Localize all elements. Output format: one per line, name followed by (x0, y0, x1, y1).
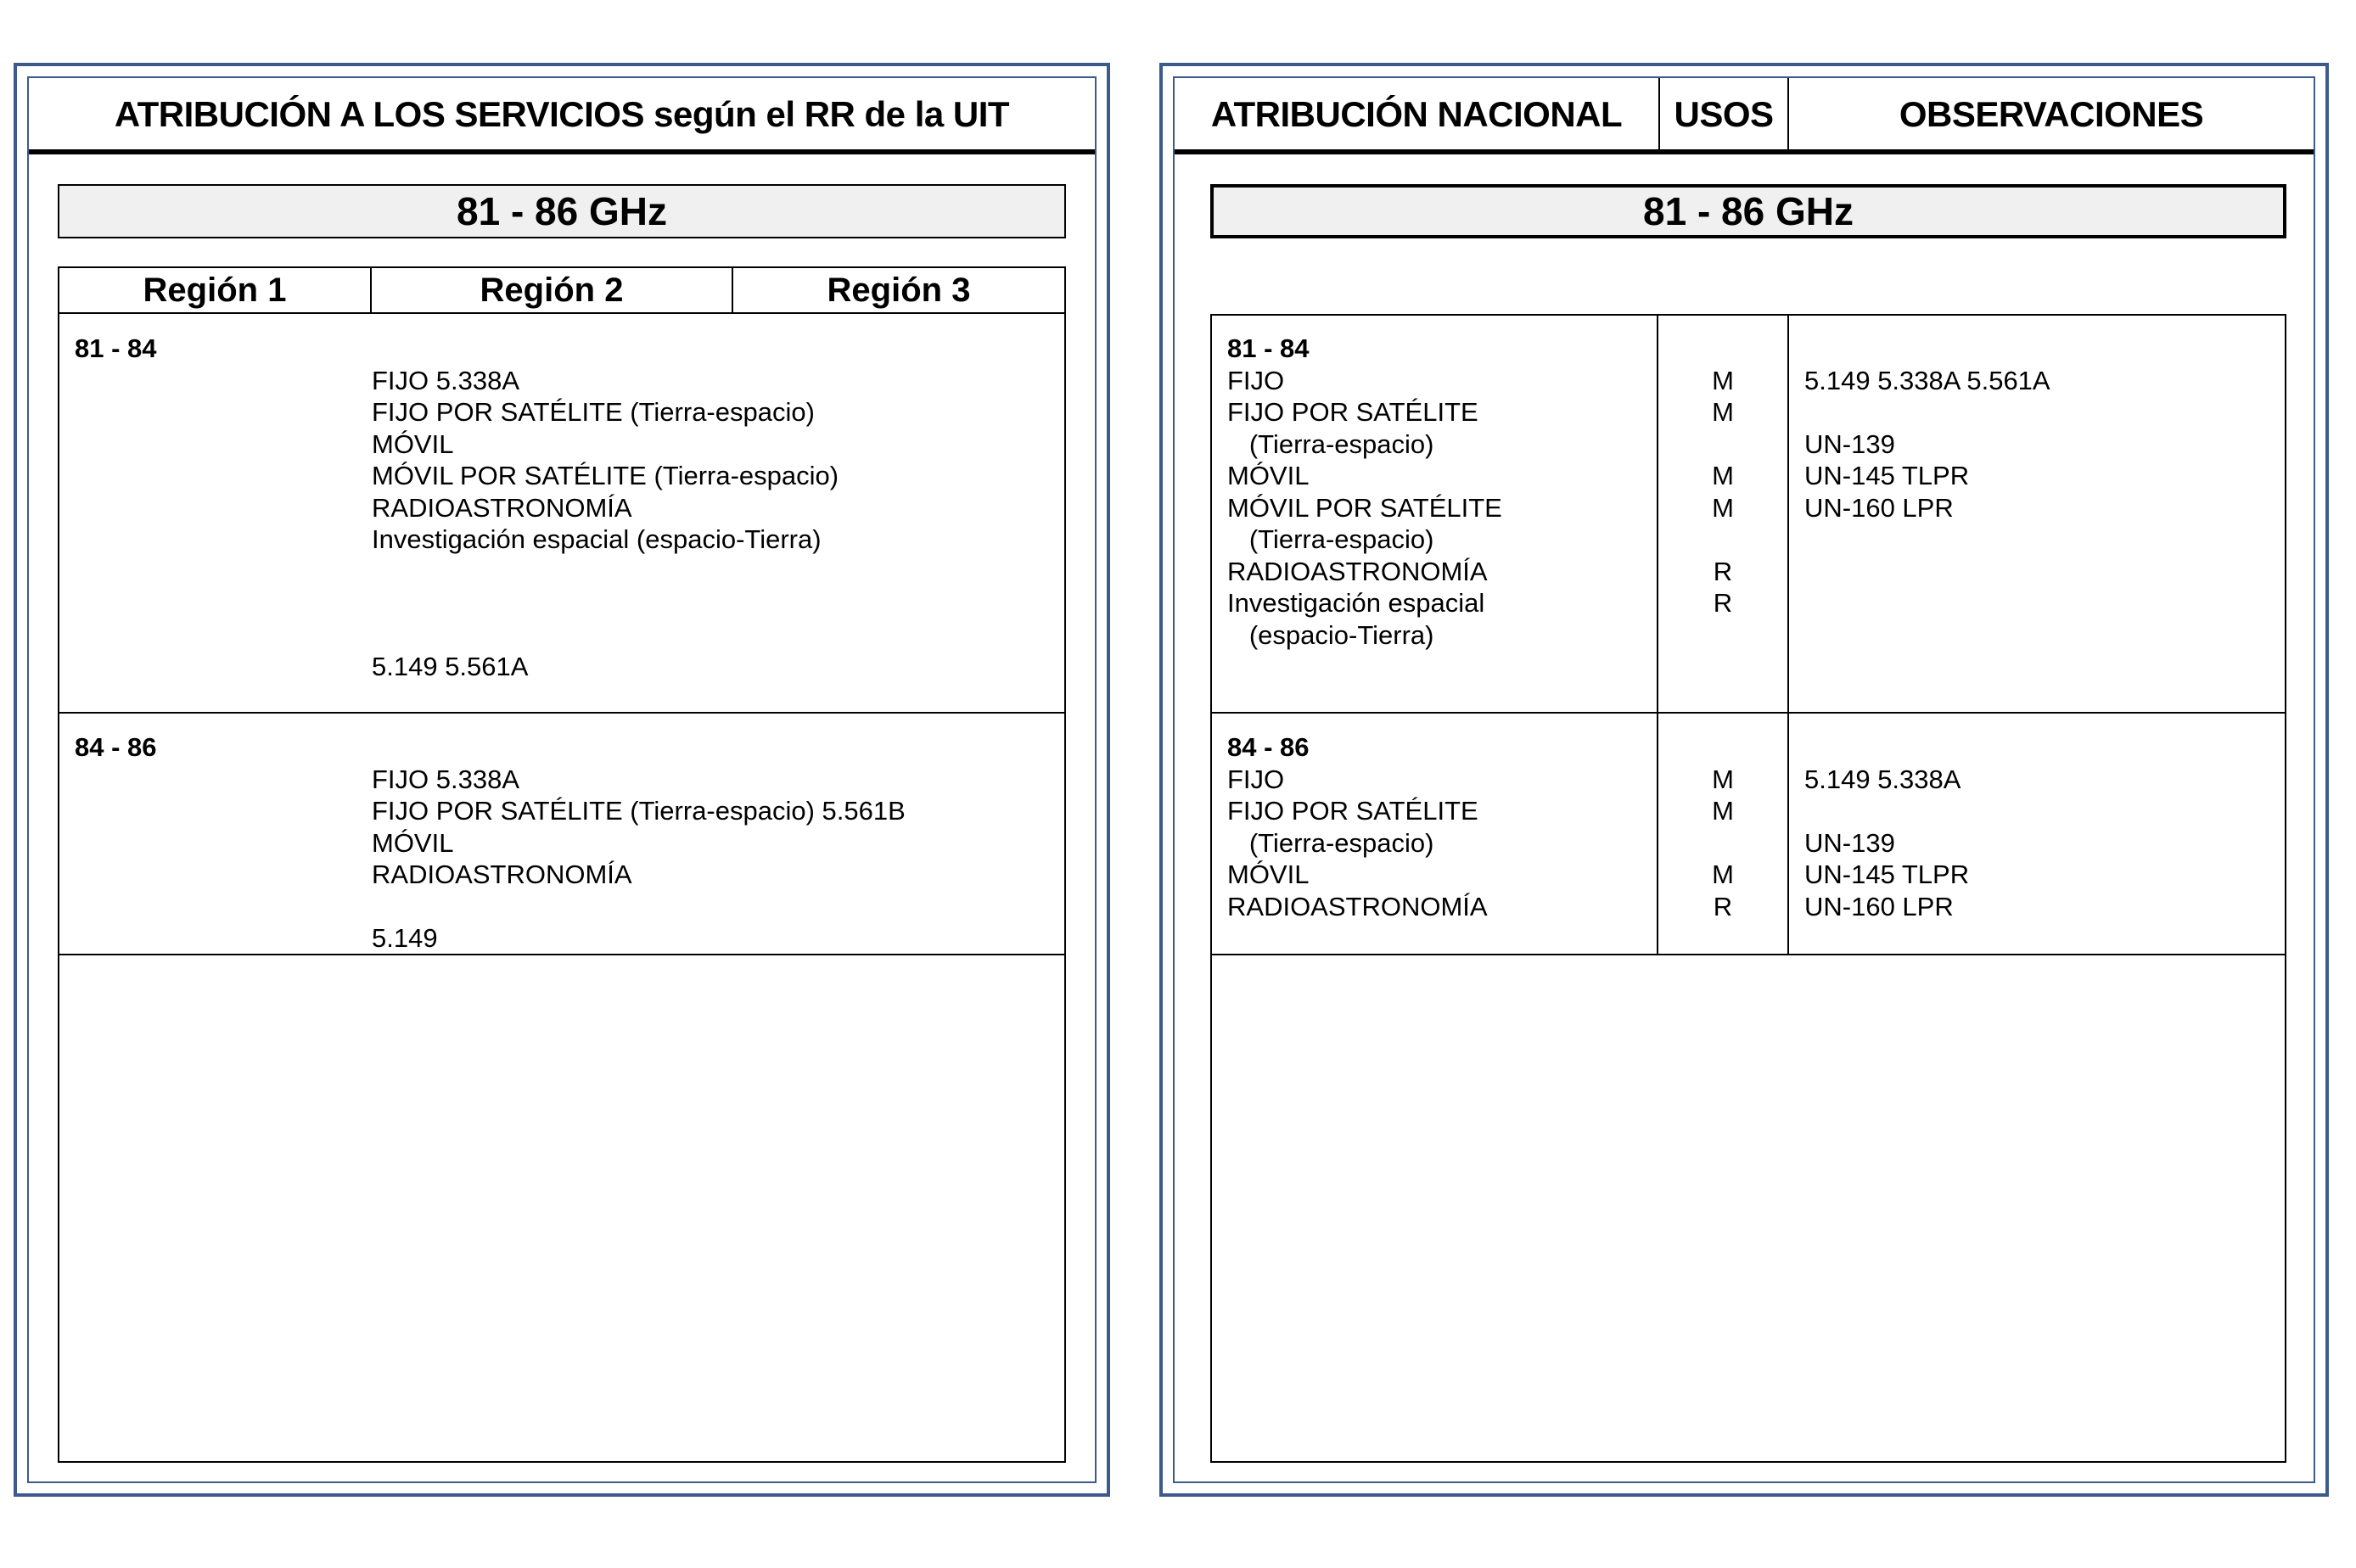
left-frequency-band: 81 - 86 GHz (58, 184, 1066, 238)
national-service-line: FIJO POR SATÉLITE (1227, 796, 1478, 826)
national-service-line: MÓVIL (1227, 461, 1310, 490)
region-2-header: Región 2 (480, 271, 624, 309)
usos-value: M (1712, 796, 1734, 826)
left-footnotes: 5.149 (372, 923, 438, 953)
national-service-line: MÓVIL (1227, 860, 1310, 889)
left-header-title: ATRIBUCIÓN A LOS SERVICIOS según el RR de la UIT (114, 94, 1010, 134)
right-band-range-84-86: 84 - 86 (1227, 732, 1310, 762)
header-divider-1 (1658, 78, 1660, 151)
region-header-rule (58, 312, 1066, 314)
left-service-line: FIJO 5.338A (372, 366, 520, 395)
usos-value: M (1712, 461, 1734, 490)
national-service-line: (Tierra-espacio) (1227, 524, 1434, 554)
region-1-header: Región 1 (143, 271, 287, 309)
left-block-divider (58, 712, 1066, 714)
observaciones-value: UN-160 LPR (1804, 493, 1954, 523)
usos-value: M (1712, 366, 1734, 395)
observaciones-value: UN-145 TLPR (1804, 860, 1970, 889)
left-service-line: FIJO POR SATÉLITE (Tierra-espacio) (372, 397, 815, 427)
right-band-range-81-84: 81 - 84 (1227, 333, 1310, 363)
right-block-divider (1210, 954, 2286, 955)
national-service-line: (Tierra-espacio) (1227, 429, 1434, 459)
national-service-line: RADIOASTRONOMÍA (1227, 557, 1488, 586)
usos-value: R (1713, 588, 1733, 618)
usos-value: M (1712, 397, 1734, 427)
usos-value: R (1713, 557, 1733, 586)
usos-header: USOS (1674, 94, 1774, 134)
left-service-line: MÓVIL POR SATÉLITE (Tierra-espacio) (372, 461, 839, 490)
observaciones-value: 5.149 5.338A (1804, 764, 1961, 794)
left-header-rule (29, 149, 1095, 154)
observaciones-value: UN-139 (1804, 828, 1895, 858)
observaciones-value: UN-139 (1804, 429, 1895, 459)
observaciones-header: OBSERVACIONES (1899, 94, 2204, 134)
observaciones-column-divider (1787, 314, 1789, 955)
right-block-divider (1210, 712, 2286, 714)
national-service-line: (Tierra-espacio) (1227, 828, 1434, 858)
national-service-line: MÓVIL POR SATÉLITE (1227, 493, 1502, 523)
left-block-divider (58, 954, 1066, 955)
left-footnotes: 5.149 5.561A (372, 652, 529, 681)
right-frequency-band: 81 - 86 GHz (1210, 184, 2286, 238)
national-service-line: FIJO (1227, 366, 1285, 395)
left-band-range-81-84: 81 - 84 (75, 333, 157, 363)
left-service-line: FIJO POR SATÉLITE (Tierra-espacio) 5.561B (372, 796, 906, 826)
right-header-rule (1175, 149, 2314, 154)
national-service-line: FIJO (1227, 764, 1285, 794)
header-divider-2 (1787, 78, 1789, 151)
left-service-line: RADIOASTRONOMÍA (372, 493, 632, 523)
left-service-line: FIJO 5.338A (372, 764, 520, 794)
observaciones-value: 5.149 5.338A 5.561A (1804, 366, 2050, 395)
national-service-line: Investigación espacial (1227, 588, 1485, 618)
usos-value: M (1712, 493, 1734, 523)
usos-value: M (1712, 764, 1734, 794)
national-service-line: RADIOASTRONOMÍA (1227, 892, 1488, 921)
left-service-line: MÓVIL (372, 828, 454, 858)
usos-value: R (1713, 892, 1733, 921)
left-service-line: Investigación espacial (espacio-Tierra) (372, 524, 822, 554)
national-service-line: FIJO POR SATÉLITE (1227, 397, 1478, 427)
left-service-line: RADIOASTRONOMÍA (372, 860, 632, 889)
observaciones-value: UN-145 TLPR (1804, 461, 1970, 490)
left-service-line: MÓVIL (372, 429, 454, 459)
observaciones-value: UN-160 LPR (1804, 892, 1954, 921)
usos-value: M (1712, 860, 1734, 889)
left-band-range-84-86: 84 - 86 (75, 732, 157, 762)
region-3-header: Región 3 (827, 271, 971, 309)
national-header: ATRIBUCIÓN NACIONAL (1210, 94, 1623, 134)
national-service-line: (espacio-Tierra) (1227, 620, 1434, 650)
